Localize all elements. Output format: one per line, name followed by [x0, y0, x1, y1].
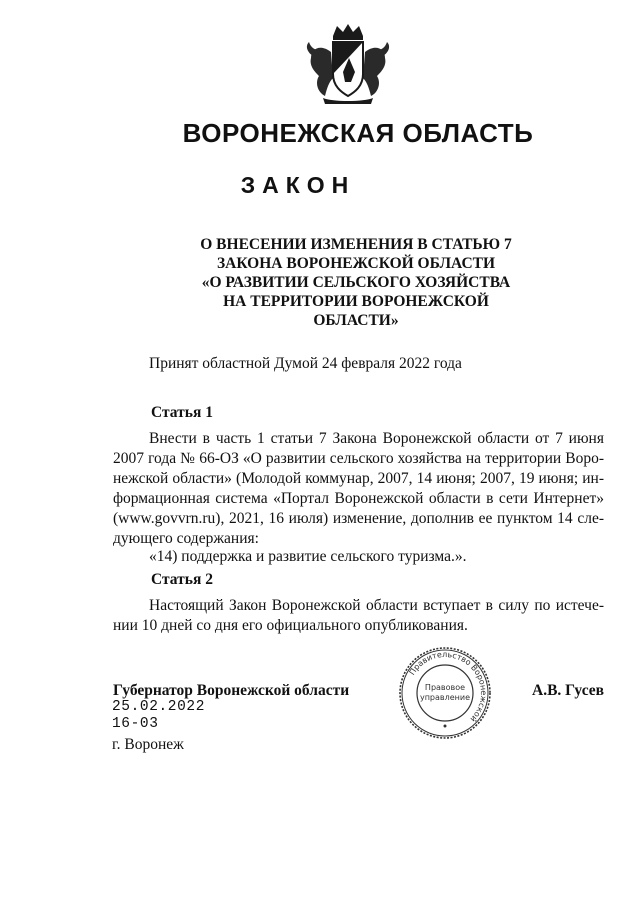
law-title-line: ОБЛАСТИ» [313, 312, 399, 329]
signer-title: Губернатор Воронежской области [113, 682, 350, 699]
article-1-heading: Статья 1 [151, 404, 213, 421]
coat-of-arms-emblem [303, 22, 393, 106]
law-title-line: ЗАКОНА ВОРОНЕЖСКОЙ ОБЛАСТИ [216, 255, 496, 272]
region-title: ВОРОНЕЖСКАЯ ОБЛАСТЬ [182, 118, 534, 148]
stamp-inner-line: Правовое [424, 683, 466, 692]
law-title-line: «О РАЗВИТИИ СЕЛЬСКОГО ХОЗЯЙСТВА [201, 274, 511, 291]
stamp-outer-text: Правительство Воронежской [407, 649, 489, 724]
adoption-statement: Принят областной Думой 24 февраля 2022 года [149, 355, 462, 372]
article-2-text-line: нии 10 дней со дня его официального опубликования. [113, 617, 468, 634]
article-2-text-line: Настоящий Закон Воронежской области вступает в силу по истече- [149, 597, 604, 614]
official-stamp [398, 646, 492, 740]
stamp-inner-line: управление [419, 693, 471, 702]
signing-date: 25.02.2022 [112, 699, 206, 715]
article-1-text-line: (www.govvrn.ru), 2021, 16 июля) изменение, дополнив ее пунктом 14 сле- [113, 510, 604, 527]
amendment-quote: «14) поддержка и развитие сельского туризма.». [149, 548, 467, 565]
law-title-line: НА ТЕРРИТОРИИ ВОРОНЕЖСКОЙ [223, 293, 489, 310]
signer-name: А.В. Гусев [532, 682, 605, 699]
registration-number: 16-03 [112, 716, 159, 732]
document-type-heading: ЗАКОН [240, 172, 356, 198]
article-2-heading: Статья 2 [151, 571, 213, 588]
article-1-text-line: дующего содержания: [113, 530, 259, 547]
article-1-text-line: 2007 года № 66-ОЗ «О развитии сельского хозяйства на территории Воро- [113, 450, 604, 467]
article-1-text-line: нежской области» (Молодой коммунар, 2007, 14 июня; 2007, 19 июня; ин- [113, 470, 604, 487]
law-title-line: О ВНЕСЕНИИ ИЗМЕНЕНИЯ В СТАТЬЮ 7 [200, 236, 512, 253]
article-1-text-line: формационная система «Портал Воронежской области в сети Интернет» [113, 490, 604, 507]
signing-city: г. Воронеж [112, 736, 184, 753]
law-title [195, 235, 517, 330]
article-1-text-line: Внести в часть 1 статьи 7 Закона Воронежской области от 7 июня [149, 430, 604, 447]
